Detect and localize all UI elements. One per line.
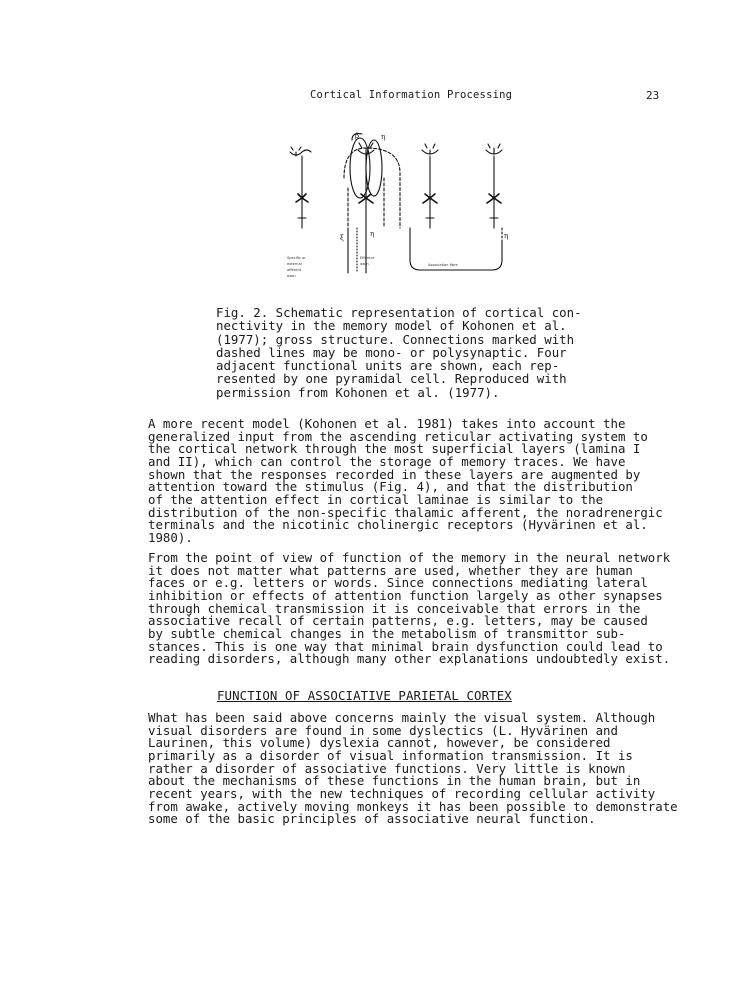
text-line: stances. This is one way that minimal brain dysfunction could lead to — [148, 638, 663, 654]
text-line: and II), which can control the storage of memory traces. We have — [148, 453, 626, 469]
text-line: through chemical transmission it is conceivable that errors in the — [148, 600, 641, 616]
efferent-axon-label-2: axon — [360, 262, 369, 266]
pyramidal-cell-1 — [290, 147, 311, 228]
text-line: of the attention effect in cortical laminae is similar to the — [148, 491, 604, 507]
caption-line: dashed lines may be mono- or polysynaptic. Four — [216, 344, 567, 360]
text-line: 1980). — [148, 529, 193, 545]
text-line: distribution of the non-specific thalamic afferent, the noradrenergic — [148, 504, 663, 520]
text-line: generalized input from the ascending reticular activating system to — [148, 428, 648, 444]
efferent-axon-label-1: Efferent — [360, 256, 375, 260]
paragraph-1 — [148, 418, 678, 545]
caption-line: permission from Kohonen et al. (1977). — [216, 384, 500, 400]
xi-label: ξ — [340, 234, 344, 242]
section-heading: FUNCTION OF ASSOCIATIVE PARIETAL CORTEX — [217, 688, 512, 703]
page-number: 23 — [646, 89, 660, 102]
text-line: faces or e.g. letters or words. Since connections mediating lateral — [148, 575, 648, 591]
text-line: about the mechanisms of these functions in the human brain, but in — [148, 773, 641, 789]
text-line: recent years, with the new techniques of recording cellular activity — [148, 785, 656, 801]
specific-afferent-label-1: Specific or — [287, 256, 306, 260]
text-line: the cortical network through the most superficial layers (lamina I — [148, 441, 641, 457]
pyramidal-cell-3 — [422, 144, 438, 228]
text-line: shown that the responses recorded in these layers are augmented by — [148, 466, 641, 482]
running-head: Cortical Information Processing — [310, 89, 513, 101]
caption-line: (1977); gross structure. Connections marked with — [216, 331, 575, 347]
specific-afferent-label-4: axon — [287, 274, 296, 278]
text-line: From the point of view of function of the memory in the neural network — [148, 550, 671, 565]
text-line: from awake, actively moving monkeys it has been possible to demonstrate — [148, 798, 678, 814]
caption-line: Fig. 2. Schematic representation of cortical con- — [216, 305, 582, 320]
specific-afferent-label-3: afferent — [287, 268, 302, 272]
text-line: Laurinen, this volume) dyslexia cannot, however, be considered — [148, 735, 611, 751]
pyramidal-cell-4 — [486, 144, 502, 228]
beta-label: β — [355, 132, 360, 140]
caption-line: adjacent functional units are shown, each rep- — [216, 358, 560, 374]
text-line: reading disorders, although many other explanations undoubtedly exist. — [148, 651, 671, 667]
caption-line: nectivity in the memory model of Kohonen et al. — [216, 318, 567, 334]
paragraph-3 — [148, 712, 678, 826]
figure-caption — [216, 306, 588, 399]
text-line: terminals and the nicotinic cholinergic receptors (Hyvärinen et al. — [148, 517, 648, 533]
eta-left-label: η — [370, 230, 375, 238]
text-line: associative recall of certain patterns, e.g. letters, may be caused — [148, 613, 648, 629]
text-line: rather a disorder of associative functions. Very little is known — [148, 760, 626, 776]
eta-right-label: η — [504, 232, 509, 240]
text-line: it does not matter what patterns are used, whether they are human — [148, 562, 633, 578]
text-line: attention toward the stimulus (Fig. 4), and that the distribution — [148, 479, 633, 495]
association-fibre-label: Association fibre — [428, 263, 458, 267]
text-line: inhibition or effects of attention function largely as other synapses — [148, 587, 663, 603]
specific-afferent-label-2: external — [287, 262, 302, 266]
text-line: by subtle chemical changes in the metabolism of transmittor sub- — [148, 625, 626, 641]
text-line: What has been said above concerns mainly the visual system. Although — [148, 710, 656, 725]
cortical-connectivity-diagram — [282, 128, 522, 290]
pyramidal-cell-2 — [350, 134, 382, 273]
text-line: some of the basic principles of associative neural function. — [148, 811, 596, 827]
paragraph-2 — [148, 552, 678, 666]
eta-top-label: η — [381, 133, 386, 141]
text-line: A more recent model (Kohonen et al. 1981) takes into account the — [148, 416, 626, 431]
caption-line: resented by one pyramidal cell. Reproduced with — [216, 371, 567, 387]
text-line: visual disorders are found in some dyslectics (L. Hyvärinen and — [148, 722, 618, 738]
text-line: primarily as a disorder of visual information transmission. It is — [148, 747, 633, 763]
cortical-connectivity-figure — [282, 128, 522, 290]
